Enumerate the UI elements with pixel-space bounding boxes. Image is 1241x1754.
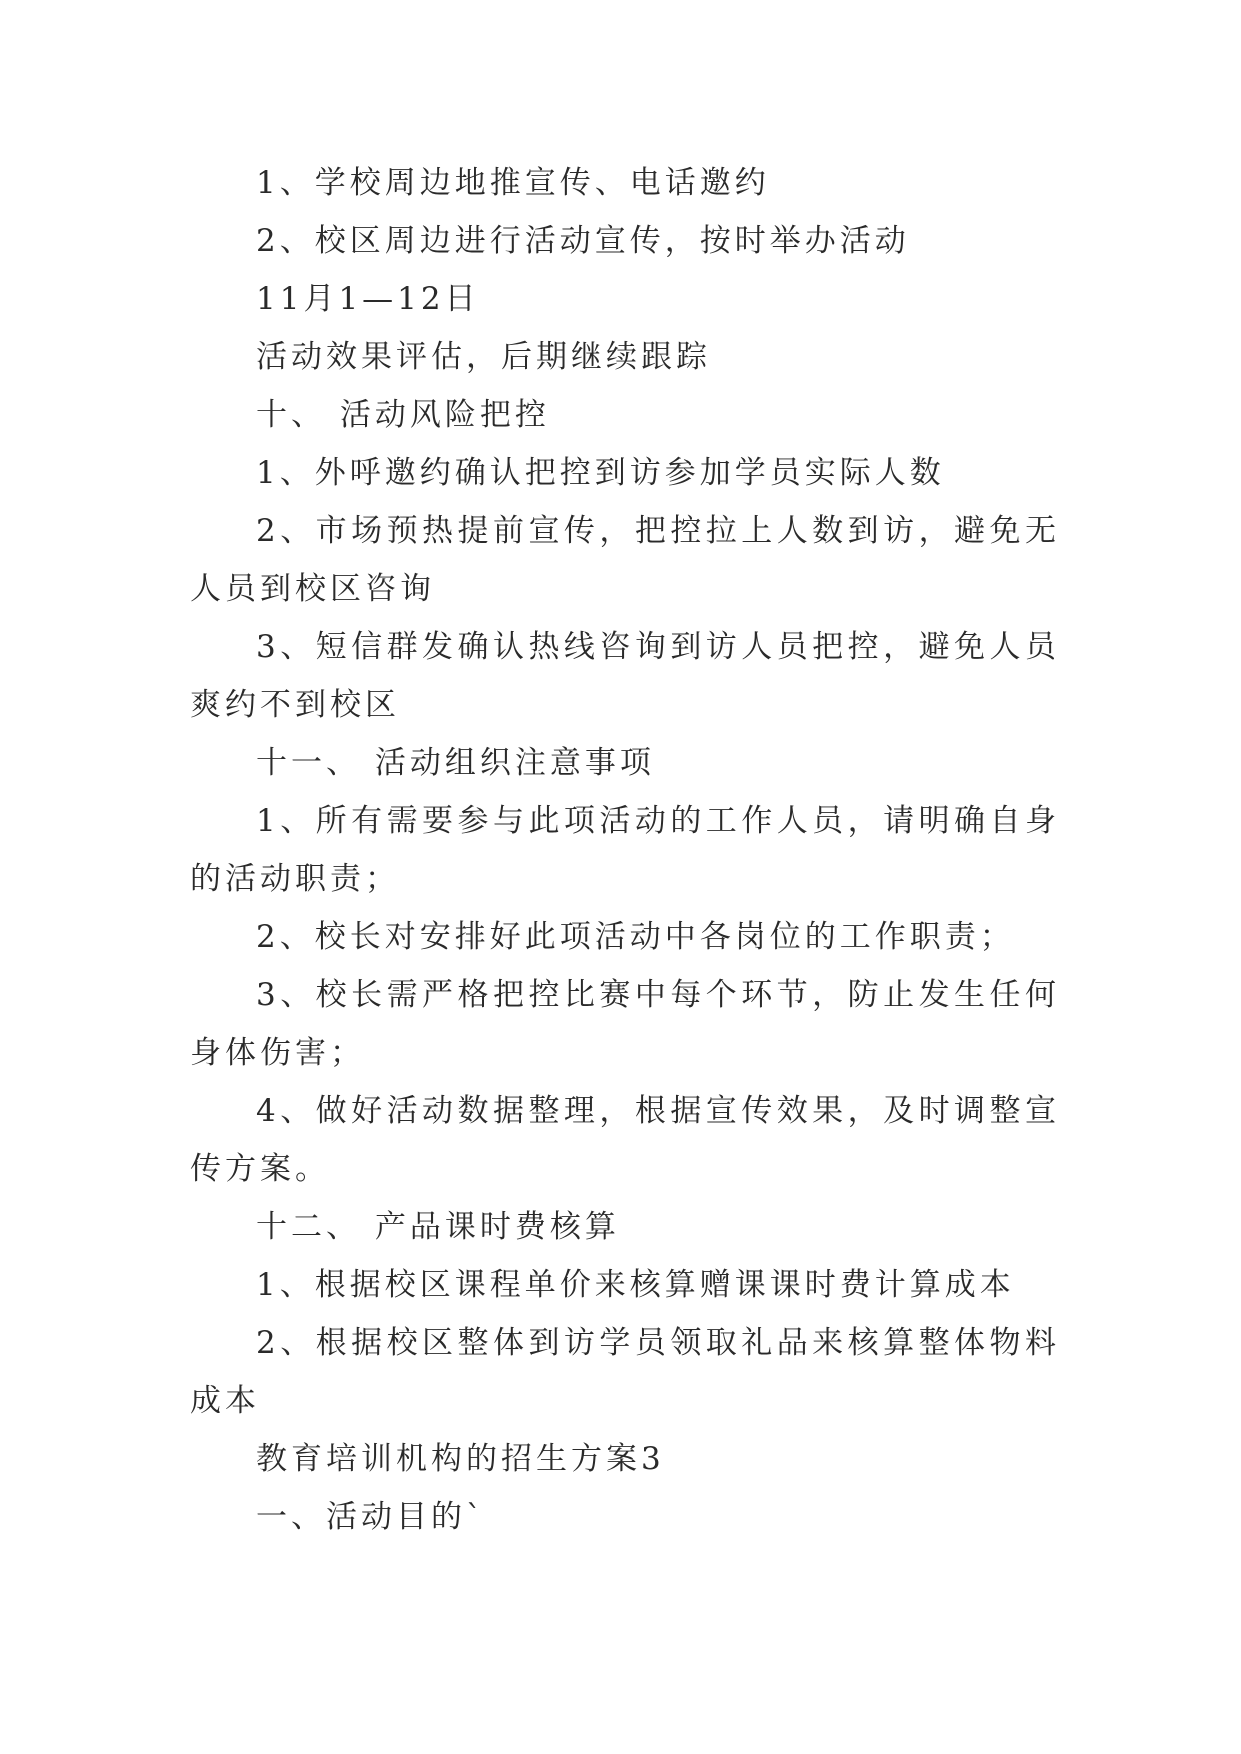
paragraph-cost-1: 1、根据校区课程单价来核算赠课课时费计算成本 — [256, 1267, 1015, 1303]
section-heading-organization: 十一、 活动组织注意事项 — [256, 745, 655, 781]
section-heading-activity-purpose: 一、活动目的` — [256, 1499, 486, 1535]
document-subtitle-plan-3: 教育培训机构的招生方案3 — [256, 1441, 665, 1477]
paragraph-risk-1: 1、外呼邀约确认把控到访参加学员实际人数 — [256, 455, 945, 491]
paragraph-organization-2: 2、校长对安排好此项活动中各岗位的工作职责； — [256, 919, 1015, 955]
document-body — [190, 154, 1060, 1546]
paragraph-organization-4: 4、做好活动数据整理，根据宣传效果，及时调整宣传方案。 — [190, 1093, 1060, 1187]
section-heading-risk-control: 十、 活动风险把控 — [256, 397, 550, 433]
paragraph-promotion-2: 2、校区周边进行活动宣传，按时举办活动 — [256, 223, 910, 259]
paragraph-promotion-1: 1、学校周边地推宣传、电话邀约 — [256, 165, 770, 201]
paragraph-risk-2: 2、市场预热提前宣传，把控拉上人数到访，避免无人员到校区咨询 — [190, 513, 1060, 607]
paragraph-evaluation: 活动效果评估，后期继续跟踪 — [256, 339, 711, 375]
paragraph-cost-2: 2、根据校区整体到访学员领取礼品来核算整体物料成本 — [190, 1325, 1060, 1419]
paragraph-organization-3: 3、校长需严格把控比赛中每个环节，防止发生任何身体伤害； — [190, 977, 1060, 1071]
section-heading-cost-accounting: 十二、 产品课时费核算 — [256, 1209, 620, 1245]
paragraph-organization-1: 1、所有需要参与此项活动的工作人员，请明确自身的活动职责； — [190, 803, 1060, 897]
paragraph-risk-3: 3、短信群发确认热线咨询到访人员把控，避免人员爽约不到校区 — [190, 629, 1060, 723]
paragraph-date: 11月1—12日 — [256, 281, 480, 317]
